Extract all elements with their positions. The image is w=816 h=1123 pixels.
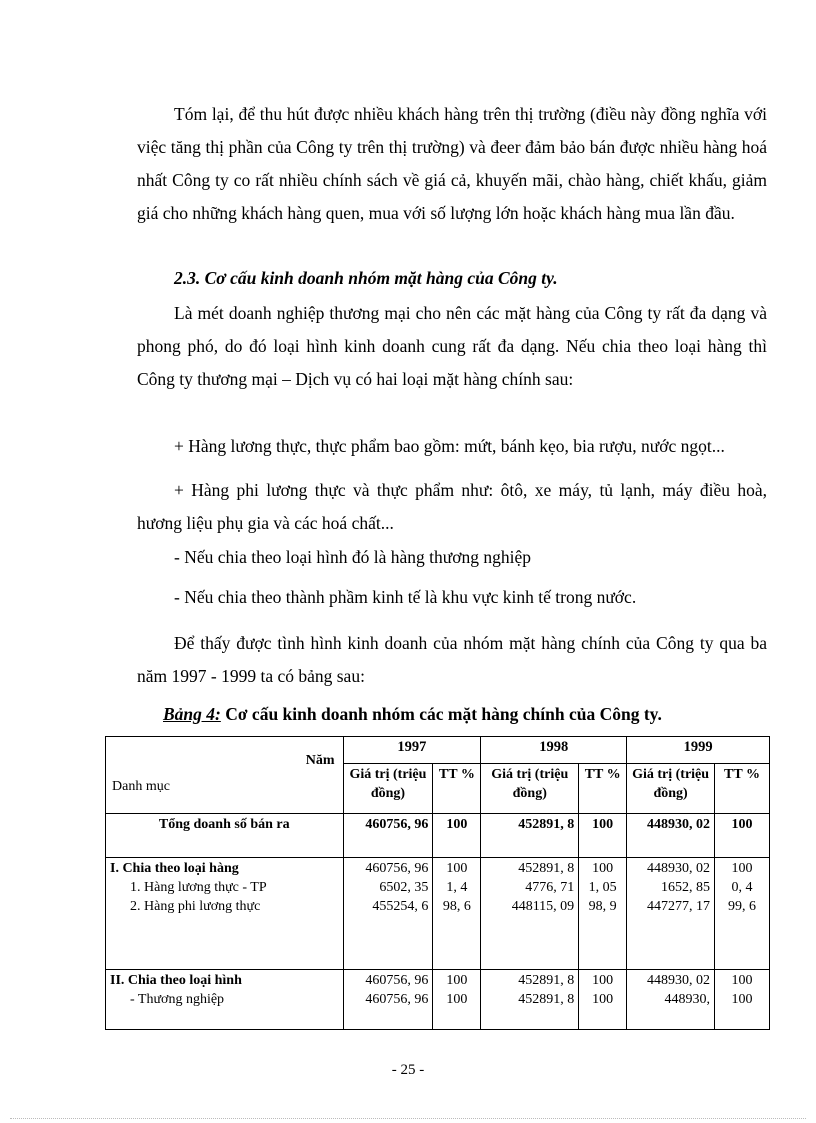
cell-percent [433, 858, 481, 970]
value-line: 447277, 17 [647, 899, 711, 914]
cell-percent: 100 [433, 814, 481, 858]
value-line: 452891, 8 [518, 973, 575, 988]
section-heading: 2.3. Cơ cấu kinh doanh nhóm mặt hàng của Công ty. [174, 268, 558, 288]
header-tt: TT % [715, 763, 770, 813]
row-label [106, 858, 344, 970]
sub-label: - Thương nghiệp [130, 992, 225, 1007]
header-gia-tri: Giá trị (triệu đồng) [627, 763, 715, 813]
header-tt: TT % [433, 763, 481, 813]
cell-value: 448930, 02 [627, 814, 715, 858]
value-line: 4776, 71 [525, 880, 575, 895]
cell-value [481, 970, 579, 1030]
value-line: 100 [446, 992, 468, 1007]
header-nam: Năm [305, 753, 335, 768]
value-line: 6502, 35 [379, 880, 429, 895]
value-line: 1, 4 [446, 880, 468, 895]
header-danh-muc: Danh mục [112, 779, 170, 794]
caption-label: Bảng 4: [163, 704, 221, 724]
page-number: - 25 - [391, 1062, 425, 1078]
summary-paragraph: Tóm lại, để thu hút được nhiều khách hàng trên thị trường (điều này đồng nghĩa với việc tăng thị phần của Công ty trên thị trường) và đeer đảm bảo bán được nhiều hàng hoá nhất Công ty co rất nhiều chính sách về giá cả, khuyến mãi, chào hàng, chiết khấu, giảm giá cho những khách hàng quen, mua với số lượng lớn hoặc khách hàng mua lần đầu. [137, 104, 767, 223]
value-line: 448930, 02 [647, 861, 711, 876]
cell-value: 460756, 96 [343, 814, 433, 858]
cell-percent: 100 [579, 814, 627, 858]
group-label: II. Chia theo loại hình [110, 973, 242, 988]
cell-percent [579, 858, 627, 970]
year-1997: 1997 [343, 737, 481, 764]
list-item: - Nếu chia theo loại hình đó là hàng thương nghiệp [174, 547, 531, 567]
value-line: 100 [592, 861, 614, 876]
header-corner [106, 737, 344, 814]
sub-label: 1. Hàng lương thực - TP [130, 880, 267, 895]
value-line: 448930, 02 [647, 973, 711, 988]
cell-percent [579, 970, 627, 1030]
value-line: 448115, 09 [511, 899, 575, 914]
table-row-group-1 [106, 858, 770, 970]
cell-value [481, 858, 579, 970]
cell-percent: 100 [715, 814, 770, 858]
table-header-year-row [106, 737, 770, 764]
page-divider [10, 1118, 806, 1119]
cell-percent [433, 970, 481, 1030]
value-line: 455254, 6 [372, 899, 429, 914]
row-label [106, 970, 344, 1030]
value-line: 460756, 96 [365, 861, 429, 876]
row-label: Tổng doanh số bán ra [106, 814, 344, 858]
header-gia-tri: Giá trị (triệu đồng) [481, 763, 579, 813]
structure-table [105, 736, 770, 1030]
cell-percent [715, 970, 770, 1030]
cell-value [627, 970, 715, 1030]
value-line: 100 [592, 973, 614, 988]
sub-label: 2. Hàng phi lương thực [130, 899, 261, 914]
value-line: 99, 6 [728, 899, 756, 914]
lead-paragraph: Để thấy được tình hình kinh doanh của nhóm mặt hàng chính của Công ty qua ba năm 1997 - 1999 ta có bảng sau: [137, 633, 767, 686]
value-line: 98, 9 [588, 899, 617, 914]
value-line: 1, 05 [588, 880, 617, 895]
table-row-total [106, 814, 770, 858]
value-line: 100 [731, 992, 753, 1007]
header-gia-tri: Giá trị (triệu đồng) [343, 763, 433, 813]
value-line: 1652, 85 [661, 880, 711, 895]
value-line: 100 [731, 861, 753, 876]
table-row-group-2 [106, 970, 770, 1030]
value-line: 0, 4 [731, 880, 753, 895]
cell-percent [715, 858, 770, 970]
header-tt: TT % [579, 763, 627, 813]
cell-value [343, 970, 433, 1030]
year-1999: 1999 [627, 737, 770, 764]
value-line: 98, 6 [442, 899, 471, 914]
cell-value [343, 858, 433, 970]
value-line: 100 [731, 973, 753, 988]
table-caption [163, 704, 662, 725]
list-item: + Hàng phi lương thực và thực phẩm như: ôtô, xe máy, tủ lạnh, máy điều hoà, hương liệu phụ gia và các hoá chất... [137, 480, 767, 533]
value-line: 448930, [664, 992, 711, 1007]
value-line: 100 [592, 992, 614, 1007]
list-item: - Nếu chia theo thành phầm kinh tế là khu vực kinh tế trong nước. [174, 587, 637, 607]
list-item: + Hàng lương thực, thực phẩm bao gồm: mứt, bánh kẹo, bia rượu, nước ngọt... [174, 436, 725, 456]
caption-text: Cơ cấu kinh doanh nhóm các mặt hàng chính của Công ty. [220, 704, 662, 724]
value-line: 460756, 96 [365, 992, 429, 1007]
value-line: 460756, 96 [365, 973, 429, 988]
cell-value [627, 858, 715, 970]
value-line: 452891, 8 [518, 992, 575, 1007]
value-line: 452891, 8 [518, 861, 575, 876]
group-label: I. Chia theo loại hàng [110, 861, 239, 876]
value-line: 100 [446, 973, 468, 988]
value-line: 100 [446, 861, 468, 876]
year-1998: 1998 [481, 737, 627, 764]
intro-paragraph: Là mét doanh nghiệp thương mại cho nên các mặt hàng của Công ty rất đa dạng và phong phó, do đó loại hình kinh doanh cung rất đa dạng. Nếu chia theo loại hàng thì Công ty thương mại – Dịch vụ có hai loại mặt hàng chính sau: [137, 303, 767, 389]
cell-value: 452891, 8 [481, 814, 579, 858]
